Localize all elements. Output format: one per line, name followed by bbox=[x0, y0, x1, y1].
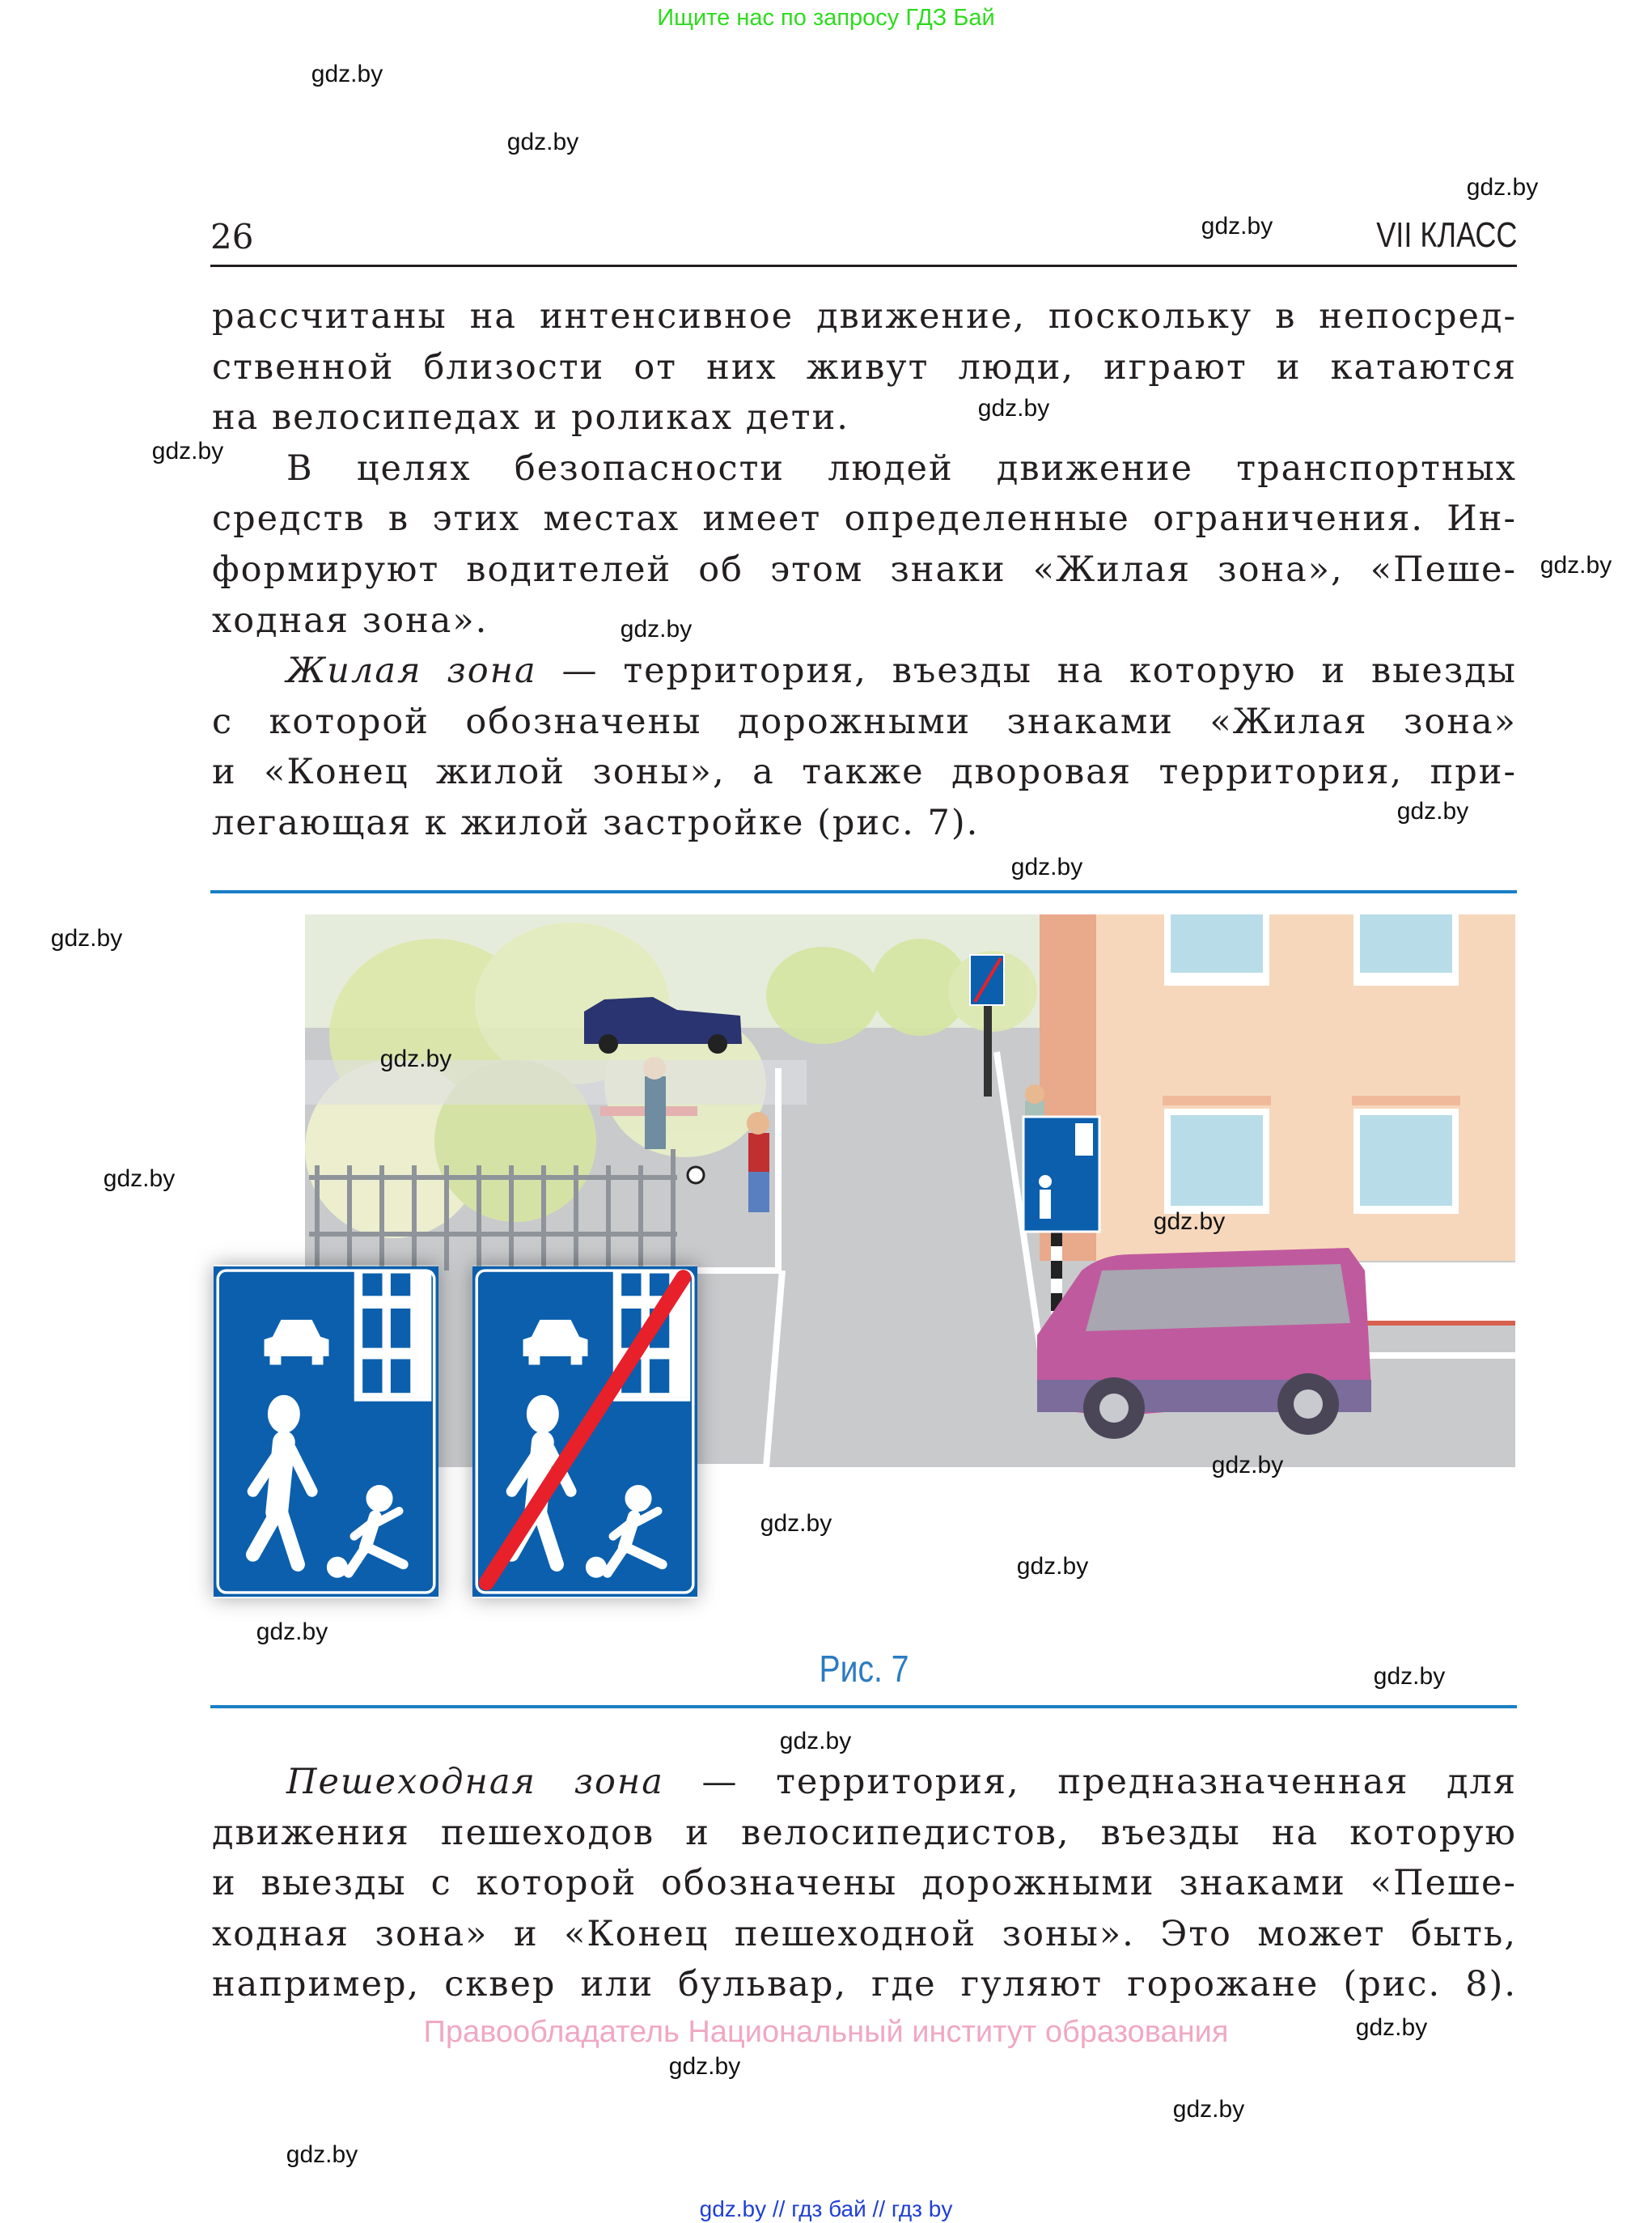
figure-top-rule bbox=[210, 890, 1517, 893]
text-line: ходная зона». bbox=[212, 600, 489, 641]
text-line: ственной близости от них живут люди, играют и катаются bbox=[212, 346, 1517, 388]
watermark: gdz.by bbox=[1172, 2096, 1245, 2123]
term-pedestrian-zone: Пешеходная зона bbox=[286, 1762, 664, 1802]
sign-end-residential-zone bbox=[472, 1265, 697, 1598]
watermark: gdz.by bbox=[1540, 552, 1612, 579]
watermark: gdz.by bbox=[977, 395, 1050, 422]
text-line: формируют водителей об этом знаки «Жилая зона», «Пеше- bbox=[212, 549, 1517, 590]
house-icon bbox=[354, 1271, 432, 1402]
text-line: легающая к жилой застройке (рис. 7). bbox=[212, 802, 980, 843]
watermark: gdz.by bbox=[286, 2141, 358, 2168]
watermark: gdz.by bbox=[50, 925, 123, 952]
text-segment: — территория, въезды на которую и выезды bbox=[536, 651, 1517, 692]
text-line bbox=[212, 646, 1517, 697]
footer-links[interactable]: gdz.by // гдз бай // гдз by bbox=[699, 2196, 953, 2221]
watermark: gdz.by bbox=[103, 1165, 176, 1192]
page-number: 26 bbox=[210, 217, 254, 257]
watermark: gdz.by bbox=[1211, 1452, 1284, 1478]
watermark: gdz.by bbox=[668, 2053, 741, 2080]
text-line: и «Конец жилой зоны», а также дворовая территория, при- bbox=[212, 752, 1517, 793]
top-search-banner[interactable]: Ищите нас по запросу ГДЗ Бай bbox=[657, 5, 995, 31]
text-line: с которой обозначены дорожными знаками «Жилая зона» bbox=[212, 701, 1517, 742]
watermark: gdz.by bbox=[779, 1728, 852, 1754]
watermark: gdz.by bbox=[1355, 2014, 1428, 2041]
term-residential-zone: Жилая зона bbox=[286, 651, 537, 692]
figure-caption: Рис. 7 bbox=[819, 1648, 909, 1690]
text-line: ходная зона» и «Конец пешеходной зоны». Это может быть, bbox=[212, 1913, 1517, 1954]
class-label: VII КЛАСС bbox=[1375, 215, 1517, 255]
watermark: gdz.by bbox=[1201, 213, 1273, 240]
text-line bbox=[212, 1757, 1517, 1808]
sign-residential-zone bbox=[214, 1265, 438, 1598]
text-line: например, сквер или бульвар, где гуляют горожане (рис. 8). bbox=[212, 1964, 1517, 2005]
text-line: на велосипедах и роликах дети. bbox=[212, 397, 849, 439]
watermark: gdz.by bbox=[1466, 174, 1539, 201]
watermark: gdz.by bbox=[256, 1618, 328, 1645]
text-line: и выезды с которой обозначены дорожными знаками «Пеше- bbox=[212, 1863, 1517, 1904]
text-segment: — территория, предназначенная для bbox=[663, 1762, 1517, 1802]
text-bottom bbox=[212, 1757, 1517, 2010]
text-line: рассчитаны на интенсивное движение, поскольку в непосред- bbox=[212, 296, 1517, 337]
purple-minivan bbox=[1037, 1248, 1371, 1439]
text-top bbox=[212, 291, 1517, 849]
text-line: средств в этих местах имеет определенные ограничения. Ин- bbox=[212, 498, 1517, 540]
text-line: В целях безопасности людей движение транспортных bbox=[286, 448, 1517, 489]
watermark: gdz.by bbox=[1373, 1663, 1446, 1690]
header-rule bbox=[210, 265, 1517, 267]
watermark: gdz.by bbox=[1016, 1553, 1089, 1580]
copyright-notice: Правообладатель Национальный институт образования bbox=[423, 2015, 1229, 2049]
watermark: gdz.by bbox=[506, 129, 579, 155]
figure-bottom-rule bbox=[210, 1705, 1517, 1708]
watermark: gdz.by bbox=[620, 616, 693, 643]
text-line: движения пешеходов и велосипедистов, въезды на которую bbox=[212, 1812, 1517, 1853]
watermark: gdz.by bbox=[760, 1510, 832, 1537]
watermark: gdz.by bbox=[1010, 854, 1083, 880]
watermark: gdz.by bbox=[1396, 798, 1469, 825]
watermark: gdz.by bbox=[151, 438, 224, 465]
watermark: gdz.by bbox=[311, 61, 383, 87]
watermark: gdz.by bbox=[1153, 1208, 1226, 1235]
watermark: gdz.by bbox=[379, 1046, 452, 1072]
